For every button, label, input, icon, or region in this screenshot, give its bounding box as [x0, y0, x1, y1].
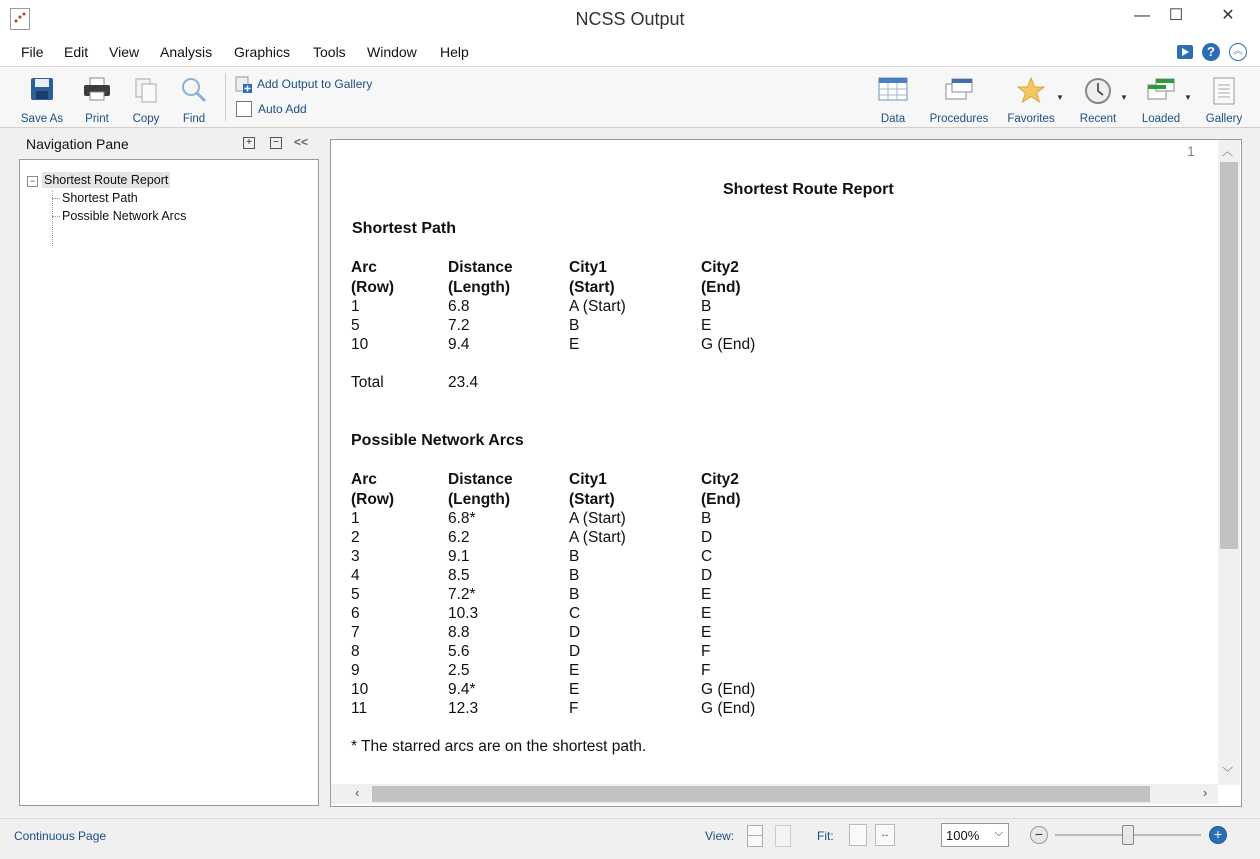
- procedures-button[interactable]: Procedures: [928, 71, 990, 125]
- menu-edit[interactable]: Edit: [64, 44, 89, 60]
- spreadsheet-icon: [878, 77, 908, 101]
- cell-arc: 8: [351, 643, 360, 660]
- navigation-tree: [19, 159, 319, 806]
- cell-arc: 11: [351, 700, 368, 717]
- menu-view[interactable]: View: [109, 44, 140, 60]
- auto-add-label: Auto Add: [258, 102, 307, 116]
- view-single-page-icon[interactable]: [747, 825, 763, 847]
- data-button[interactable]: Data: [868, 71, 918, 125]
- favorites-dropdown-icon[interactable]: ▼: [1056, 93, 1064, 102]
- cell-arc: 9: [351, 662, 360, 679]
- zoom-slider-thumb[interactable]: [1122, 825, 1134, 845]
- column-subheader: (Row): [351, 279, 395, 296]
- tree-node-shortest-path[interactable]: Shortest Path: [62, 191, 138, 205]
- gallery-icon: [1213, 77, 1235, 105]
- column-header: Arc: [351, 259, 377, 276]
- cell-city1: D: [569, 624, 581, 641]
- zoom-value: 100%: [946, 828, 980, 843]
- cell-distance: 8.5: [448, 567, 470, 584]
- cell-distance: 6.8: [448, 298, 470, 315]
- cell-city2: E: [701, 605, 712, 622]
- column-subheader: (Row): [351, 491, 395, 508]
- hide-pane-button[interactable]: <<: [294, 135, 309, 149]
- minimize-button[interactable]: —: [1134, 7, 1150, 24]
- zoom-in-icon[interactable]: +: [1209, 826, 1227, 844]
- column-header: Distance: [448, 471, 513, 488]
- cell-distance: 7.2: [448, 317, 470, 334]
- section-title-possible-network-arcs: Possible Network Arcs: [351, 432, 524, 449]
- tree-node-shortest-route-report[interactable]: Shortest Route Report: [44, 173, 169, 187]
- cell-city2: B: [701, 298, 712, 315]
- save-as-button[interactable]: Save As: [18, 71, 66, 125]
- cell-distance: 2.5: [448, 662, 470, 679]
- zoom-out-icon[interactable]: −: [1030, 826, 1048, 844]
- cell-distance: 9.1: [448, 548, 470, 565]
- collapse-all-icon[interactable]: −: [270, 137, 282, 149]
- magnifier-icon: [181, 77, 207, 103]
- fit-width-icon[interactable]: ↔: [875, 824, 895, 846]
- horizontal-scroll-thumb[interactable]: [372, 786, 1150, 802]
- report-viewer: [330, 139, 1242, 807]
- cell-city1: F: [569, 700, 579, 717]
- total-value: 23.4: [448, 374, 479, 391]
- cell-distance: 6.2: [448, 529, 470, 546]
- navigation-pane: [12, 130, 322, 806]
- help-icon[interactable]: ?: [1202, 43, 1220, 61]
- add-gallery-icon: [235, 76, 253, 94]
- column-subheader: (Start): [569, 279, 615, 296]
- menu-window[interactable]: Window: [367, 44, 417, 60]
- page-number: 1: [1187, 143, 1195, 159]
- cell-distance: 8.8: [448, 624, 470, 641]
- cell-distance: 12.3: [448, 700, 479, 717]
- auto-add-checkbox[interactable]: [236, 101, 252, 117]
- cell-city2: D: [701, 567, 713, 584]
- cell-distance: 9.4: [448, 336, 470, 353]
- cell-city1: A (Start): [569, 298, 626, 315]
- view-two-page-icon[interactable]: [775, 825, 791, 847]
- cell-distance: 6.8*: [448, 510, 476, 527]
- report-title: Shortest Route Report: [723, 181, 894, 198]
- cell-arc: 4: [351, 567, 360, 584]
- cell-arc: 7: [351, 624, 360, 641]
- cell-city2: D: [701, 529, 713, 546]
- cell-city2: F: [701, 643, 711, 660]
- title-bar: [0, 0, 1260, 39]
- navigation-pane-title: Navigation Pane: [26, 136, 129, 152]
- recent-button[interactable]: Recent ▼: [1072, 71, 1124, 125]
- maximize-button[interactable]: ☐: [1168, 7, 1184, 24]
- cell-city2: E: [701, 586, 712, 603]
- tree-connector: [52, 216, 60, 217]
- cell-city2: E: [701, 317, 712, 334]
- tree-node-possible-network-arcs[interactable]: Possible Network Arcs: [62, 209, 187, 223]
- loaded-button[interactable]: Loaded ▼: [1136, 71, 1186, 125]
- view-label: View:: [705, 829, 735, 843]
- cell-city2: B: [701, 510, 712, 527]
- column-subheader: (End): [701, 491, 741, 508]
- save-icon: [30, 77, 54, 101]
- cell-city1: A (Start): [569, 510, 626, 527]
- menu-tools[interactable]: Tools: [313, 44, 346, 60]
- column-header: City1: [569, 259, 607, 276]
- cell-city1: B: [569, 586, 580, 603]
- cell-distance: 7.2*: [448, 586, 476, 603]
- tree-expander-icon[interactable]: −: [27, 176, 38, 187]
- cell-distance: 5.6: [448, 643, 470, 660]
- column-header: City1: [569, 471, 607, 488]
- window-title: NCSS Output: [575, 9, 685, 29]
- favorites-button[interactable]: Favorites ▼: [1000, 71, 1062, 125]
- cell-city2: G (End): [701, 336, 756, 353]
- collapse-ribbon-icon[interactable]: ︽: [1229, 43, 1247, 61]
- cell-city2: E: [701, 624, 712, 641]
- menu-file[interactable]: File: [21, 44, 44, 60]
- copy-icon: [134, 77, 158, 103]
- cell-city1: C: [569, 605, 581, 622]
- cell-arc: 3: [351, 548, 360, 565]
- procedures-icon: [945, 77, 973, 101]
- cell-arc: 1: [351, 510, 360, 527]
- column-header: City2: [701, 471, 739, 488]
- cell-arc: 10: [351, 336, 369, 353]
- cell-city1: E: [569, 681, 580, 698]
- cell-arc: 5: [351, 317, 360, 334]
- cell-arc: 5: [351, 586, 360, 603]
- menu-analysis[interactable]: Analysis: [160, 44, 213, 60]
- cell-city1: E: [569, 662, 580, 679]
- chevron-down-icon: ⌵: [994, 827, 1003, 839]
- zoom-select[interactable]: [941, 823, 1009, 847]
- close-button[interactable]: ✕: [1221, 7, 1235, 24]
- column-subheader: (End): [701, 279, 741, 296]
- clock-icon: [1084, 77, 1112, 105]
- cell-city1: D: [569, 643, 581, 660]
- page-mode-label[interactable]: Continuous Page: [14, 829, 107, 843]
- cell-city1: A (Start): [569, 529, 626, 546]
- find-button[interactable]: Find: [172, 71, 216, 125]
- recent-dropdown-icon[interactable]: ▼: [1120, 93, 1128, 102]
- cell-arc: 10: [351, 681, 369, 698]
- column-header: City2: [701, 259, 739, 276]
- vertical-scroll-thumb[interactable]: [1220, 162, 1238, 549]
- menu-graphics[interactable]: Graphics: [234, 44, 291, 60]
- toolbar-separator: [225, 73, 226, 121]
- cell-arc: 2: [351, 529, 360, 546]
- loaded-windows-icon: [1147, 77, 1175, 101]
- column-subheader: (Length): [448, 491, 510, 508]
- print-button[interactable]: Print: [75, 71, 119, 125]
- total-label: Total: [351, 374, 384, 391]
- scroll-left-icon[interactable]: ‹: [355, 785, 360, 800]
- cell-city1: B: [569, 317, 580, 334]
- menu-bar: [0, 38, 1260, 67]
- fit-label: Fit:: [817, 829, 834, 843]
- column-header: Distance: [448, 259, 513, 276]
- fit-page-icon[interactable]: [849, 824, 867, 846]
- cell-city2: G (End): [701, 700, 756, 717]
- cell-distance: 9.4*: [448, 681, 476, 698]
- cell-city1: B: [569, 548, 580, 565]
- scroll-up-icon[interactable]: ︿: [1222, 146, 1233, 158]
- cell-city1: E: [569, 336, 580, 353]
- play-video-icon[interactable]: [1177, 45, 1193, 59]
- cell-city2: F: [701, 662, 711, 679]
- status-bar: [0, 818, 1260, 859]
- scroll-right-icon[interactable]: ›: [1203, 785, 1208, 800]
- section-title-shortest-path: Shortest Path: [352, 220, 457, 237]
- cell-distance: 10.3: [448, 605, 479, 622]
- column-subheader: (Start): [569, 491, 615, 508]
- tree-connector: [52, 198, 60, 199]
- toolbar: Save As Print Copy Find Add Output to Gallery Auto Add Data Procedures Favorites ▼ Recent ▼ Loaded ▼ Gallery: [0, 67, 1260, 128]
- menu-help[interactable]: Help: [440, 44, 469, 60]
- cell-city1: B: [569, 567, 580, 584]
- copy-button[interactable]: Copy: [124, 71, 168, 125]
- printer-icon: [83, 77, 111, 101]
- loaded-dropdown-icon[interactable]: ▼: [1184, 93, 1192, 102]
- expand-all-icon[interactable]: +: [243, 137, 255, 149]
- footnote: * The starred arcs are on the shortest path.: [351, 738, 647, 755]
- cell-arc: 6: [351, 605, 360, 622]
- column-subheader: (Length): [448, 279, 510, 296]
- column-header: Arc: [351, 471, 377, 488]
- star-icon: [1017, 77, 1045, 103]
- gallery-button[interactable]: Gallery: [1202, 71, 1246, 125]
- tree-connector: [52, 191, 53, 246]
- cell-city2: G (End): [701, 681, 756, 698]
- scroll-down-icon[interactable]: ﹀: [1222, 767, 1233, 779]
- cell-arc: 1: [351, 298, 360, 315]
- cell-city2: C: [701, 548, 713, 565]
